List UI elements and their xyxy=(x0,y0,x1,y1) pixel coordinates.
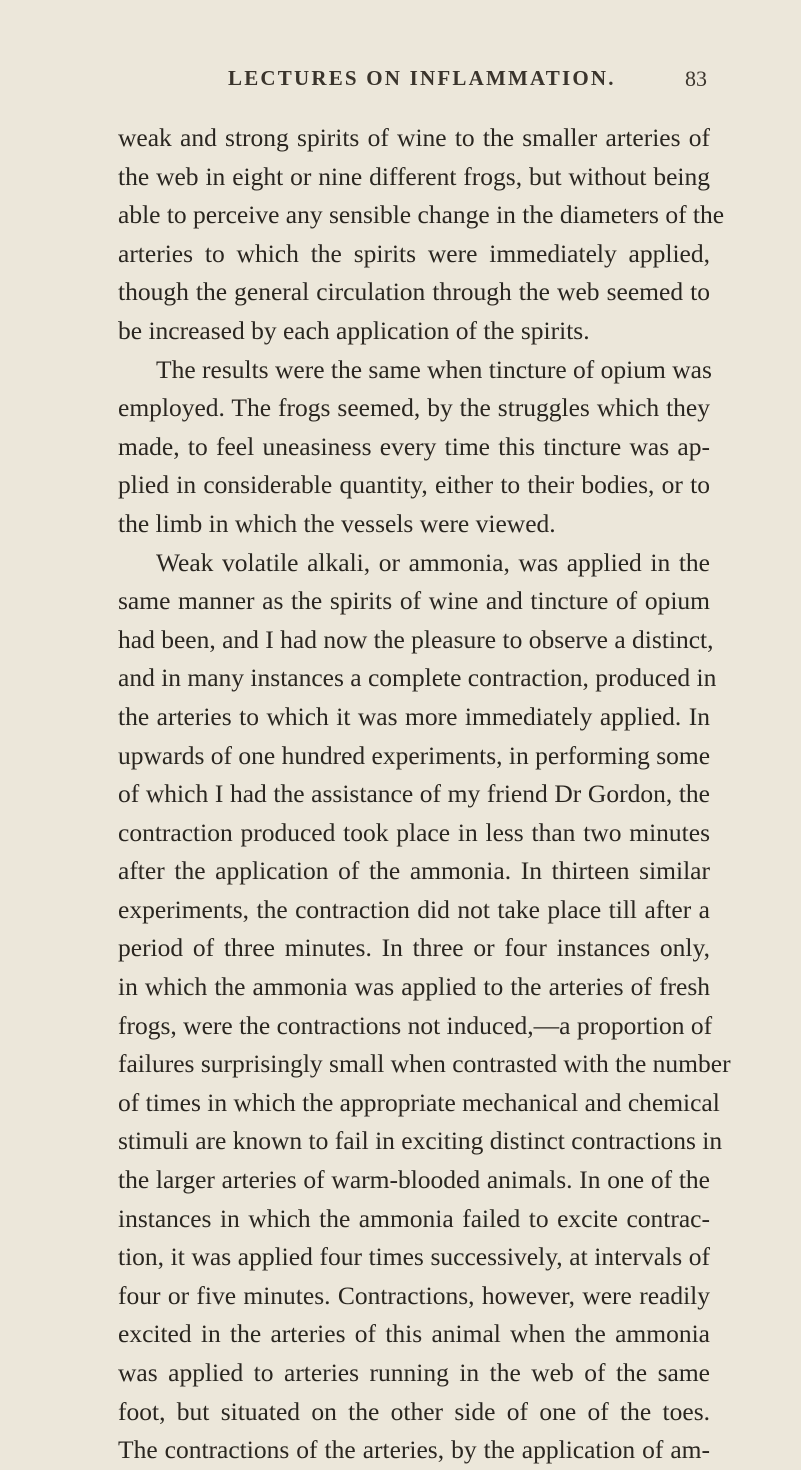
text-line: period of three minutes. In three or four instances only, xyxy=(118,933,710,963)
text-line: the limb in which the vessels were viewed. xyxy=(118,508,556,538)
text-line: foot, but situated on the other side of one of the toes. xyxy=(118,1396,710,1426)
text-line: made, to feel uneasiness every time this tincture was ap- xyxy=(118,431,710,461)
body-text xyxy=(118,119,731,1470)
text-line: weak and strong spirits of wine to the smaller arteries of xyxy=(118,123,710,152)
text-line: the web in eight or nine different frogs, but without being xyxy=(118,161,710,191)
text-line: was applied to arteries running in the web of the same xyxy=(118,1358,710,1387)
text-line: plied in considerable quantity, either to their bodies, or to xyxy=(118,470,710,500)
text-line: be increased by each application of the spirits. xyxy=(118,315,590,345)
text-line: in which the ammonia was applied to the arteries of fresh xyxy=(118,972,710,1002)
text-line: failures surprisingly small when contrasted with the number xyxy=(118,1049,731,1079)
text-line: had been, and I had now the pleasure to observe a distinct, xyxy=(118,624,714,654)
text-line: Weak volatile alkali, or ammonia, was applied in the xyxy=(156,547,710,577)
text-line: contraction produced took place in less than two minutes xyxy=(118,817,710,847)
text-line: four or five minutes. Contractions, however, were readily xyxy=(118,1280,710,1310)
text-line: stimuli are known to fail in exciting distinct contractions in xyxy=(118,1126,723,1156)
text-line: employed. The frogs seemed, by the struggles which they xyxy=(118,393,710,423)
text-line: the arteries to which it was more immediately applied. In xyxy=(118,701,710,731)
running-title: LECTURES ON INFLAMMATION. xyxy=(228,66,616,90)
text-line: The contractions of the arteries, by the application of am- xyxy=(118,1435,710,1465)
text-line: same manner as the spirits of wine and tincture of opium xyxy=(118,586,710,616)
text-line: of which I had the assistance of my friend Dr Gordon, the xyxy=(118,779,710,809)
text-line: instances in which the ammonia failed to excite contrac- xyxy=(118,1203,710,1233)
text-line: arteries to which the spirits were immediately applied, xyxy=(118,238,710,268)
text-line: of times in which the appropriate mechanical and chemical xyxy=(118,1087,720,1117)
text-line: after the application of the ammonia. In thirteen similar xyxy=(118,856,710,886)
text-line: experiments, the contraction did not take place till after a xyxy=(118,894,710,924)
text-line: The results were the same when tincture of opium was xyxy=(156,354,712,384)
text-line: excited in the arteries of this animal when the ammonia xyxy=(118,1319,710,1349)
text-line: tion, it was applied four times successively, at intervals of xyxy=(118,1242,710,1272)
text-line: though the general circulation through the web seemed to xyxy=(118,277,710,307)
text-line: the larger arteries of warm-blooded animals. In one of the xyxy=(118,1165,710,1195)
page-header xyxy=(0,66,801,100)
text-line: upwards of one hundred experiments, in performing some xyxy=(118,740,711,770)
text-line: able to perceive any sensible change in the diameters of the xyxy=(118,200,725,230)
text-line: frogs, were the contractions not induced,—a proportion of xyxy=(118,1010,713,1040)
text-line: and in many instances a complete contraction, produced in xyxy=(118,663,717,693)
page-number: 83 xyxy=(685,66,707,91)
